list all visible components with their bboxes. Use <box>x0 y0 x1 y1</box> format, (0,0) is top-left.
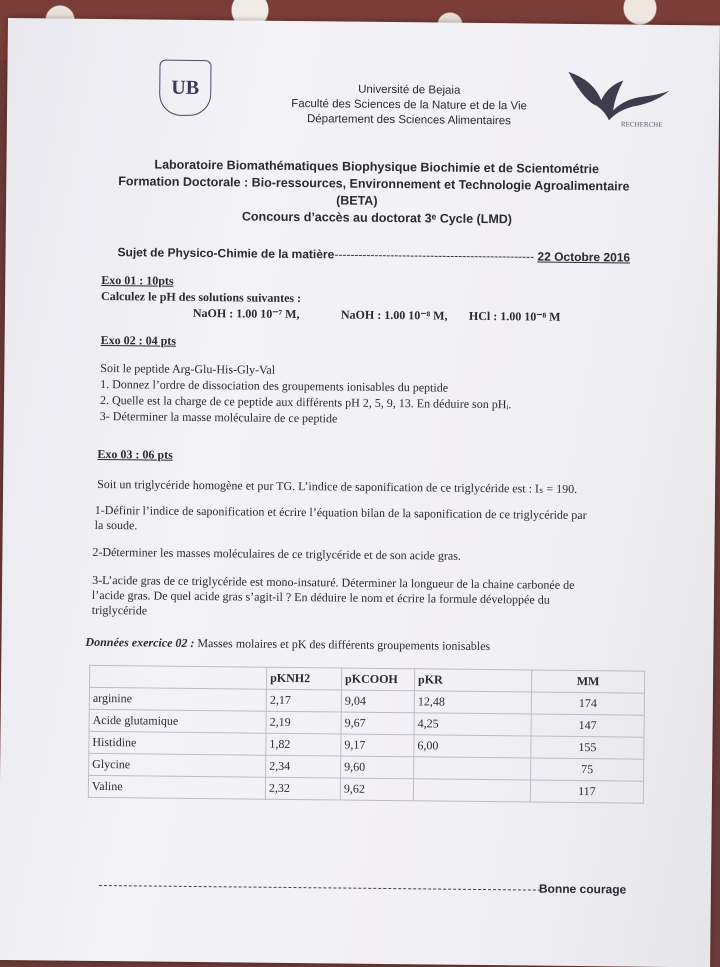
cell-pkr <box>413 779 530 802</box>
cell-name: arginine <box>89 687 266 711</box>
cell-name: Acide glutamique <box>89 709 266 733</box>
cell-pkr: 12,48 <box>414 691 531 714</box>
logo-text: UB <box>171 76 200 99</box>
exam-sheet <box>0 18 720 967</box>
cell-pkcooh: 9,60 <box>341 756 414 779</box>
cell-mm: 147 <box>531 714 644 737</box>
faculty-name: Faculté des Sciences de la Nature et de la Vie <box>291 97 528 113</box>
cell-name: Valine <box>88 775 265 799</box>
exo2-question-3: 3- Déterminer la masse moléculaire de ce peptide <box>99 408 338 426</box>
cell-pkcooh: 9,67 <box>341 712 414 735</box>
exam-date: 22 Octobre 2016 <box>537 249 631 265</box>
data-table <box>88 665 645 804</box>
exo3-title: Exo 03 : 06 pts <box>97 446 173 462</box>
exam-title: Concours d’accès au doctorat 3ᵉ Cycle (LMD) <box>241 209 513 227</box>
department-name: Département des Sciences Alimentaires <box>306 113 511 128</box>
program-acronym: (BETA) <box>336 193 378 208</box>
exo3-question-3-line2: l’acide gras. De quel acide gras s’agit-il ? En déduire le nom et écrire la formule développée du <box>91 587 550 607</box>
exo1-title: Exo 01 : 10pts <box>101 272 174 288</box>
lab-name: Laboratoire Biomathématiques Biophysique Biochimie et de Scientométrie <box>154 157 600 177</box>
doctoral-program: Formation Doctorale : Bio-ressources, Environnement et Technologie Agroalimentaire <box>118 174 630 194</box>
subject-dashes: -------------------------------------------------- <box>334 247 535 264</box>
exo2-question-1: 1. Donnez l’ordre de dissociation des groupements ionisables du peptide <box>100 376 449 395</box>
cell-pkcooh: 9,62 <box>340 778 413 801</box>
header-cell-pkcooh: pKCOOH <box>341 668 414 691</box>
cell-name: Glycine <box>89 753 266 777</box>
table-caption-rest: Masses molaires et pK des différents groupements ionisables <box>194 635 491 654</box>
exo3-question-1-line2: la soude. <box>94 517 138 533</box>
cell-pknh2: 2,32 <box>265 777 340 800</box>
exo1-solution-3: HCl : 1.00 10⁻⁸ M <box>468 308 561 324</box>
table-caption <box>85 635 490 654</box>
exo3-intro: Soit un triglycéride homogène et pur TG. L’indice de saponification de ce triglycéride est : Iₛ = 190. <box>97 476 578 496</box>
exo3-question-2: 2-Déterminer les masses moléculaires de ce triglycéride et de son acide gras. <box>92 544 461 563</box>
cell-pkr: 4,25 <box>414 713 531 736</box>
university-logo <box>159 60 212 117</box>
exo3-question-3-line3: triglycéride <box>91 602 148 618</box>
cell-mm: 174 <box>531 692 644 715</box>
header-cell-mm: MM <box>531 670 644 693</box>
cell-mm: 155 <box>531 736 644 759</box>
cell-pknh2: 1,82 <box>266 733 341 756</box>
exo1-solution-1: NaOH : 1.00 10⁻⁷ M, <box>192 305 300 322</box>
exo2-title: Exo 02 : 04 pts <box>100 332 177 348</box>
cell-mm: 75 <box>531 758 644 781</box>
closing-remark: Bonne courage <box>538 881 627 897</box>
subject-label: Sujet de Physico-Chimie de la matière <box>117 245 335 262</box>
cell-pknh2: 2,34 <box>266 755 341 778</box>
header-cell-pknh2: pKNH2 <box>266 667 341 690</box>
exo2-intro: Soit le peptide Arg-Glu-His-Gly-Val <box>100 360 276 377</box>
cell-name: Histidine <box>89 731 266 755</box>
footer-divider <box>99 885 541 891</box>
logo-caption: RECHERCHE <box>620 120 663 129</box>
exo3-question-3-line1: 3-L’acide gras de ce triglycéride est mono-insaturé. Déterminer la longueur de la chaine carbonée de <box>92 572 575 592</box>
cell-pknh2: 2,19 <box>266 711 341 734</box>
header-cell-empty <box>89 665 266 689</box>
exo1-instruction: Calculez le pH des solutions suivantes : <box>101 288 302 306</box>
cell-pkr <box>414 757 531 780</box>
header-cell-pkr: pKR <box>414 669 531 692</box>
cell-pkcooh: 9,17 <box>341 734 414 757</box>
exo1-solution-2: NaOH : 1.00 10⁻⁸ M, <box>340 307 448 323</box>
exo3-question-1-line1: 1-Définir l’indice de saponification et écrire l’équation bilan de la saponification de ce triglycéride par <box>94 502 587 523</box>
cell-pkr: 6,00 <box>414 735 531 758</box>
cell-pknh2: 2,17 <box>266 689 341 712</box>
exo2-question-2: 2. Quelle est la charge de ce peptide aux différents pH 2, 5, 9, 13. En déduire son pHᵢ. <box>99 392 512 412</box>
subject-line <box>117 245 630 264</box>
table-row <box>88 775 643 803</box>
cell-mm: 117 <box>530 780 643 803</box>
table-caption-bold: Données exercice 02 : <box>85 634 195 650</box>
university-name: Université de Bejaia <box>358 83 461 97</box>
cell-pkcooh: 9,04 <box>341 690 414 713</box>
